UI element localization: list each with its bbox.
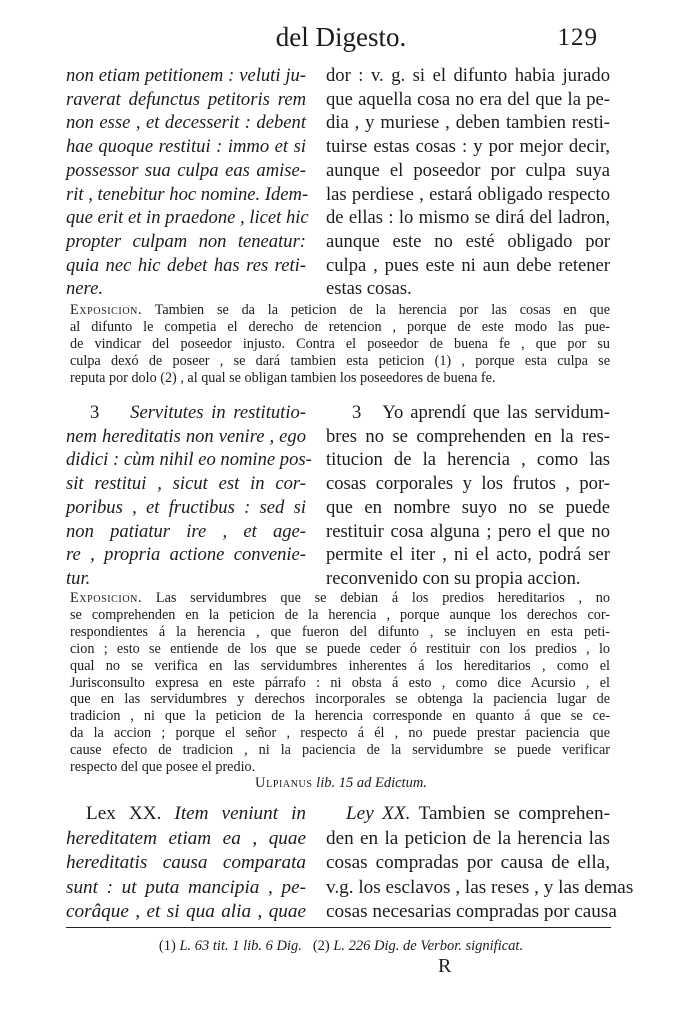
latin-line: non etiam petitionem : veluti ju- <box>66 65 306 86</box>
latin-line <box>66 401 306 425</box>
spanish-line: cosas corporales y los frutos , por- <box>326 473 610 495</box>
latin-line: hae quoque restitui : immo et si <box>66 136 306 158</box>
spanish-line: que aquella cosa no era del que la pe- <box>326 88 610 110</box>
exposicion-text: Las servidumbres que se debian á los predios hereditarios , no <box>142 590 610 606</box>
latin-line: poribus , et fructibus : sed si <box>66 496 306 518</box>
spanish-line: permite el iter , ni el acto, podrá ser <box>326 544 610 566</box>
lex-label: Lex XX. <box>86 803 162 824</box>
spanish-line: dor : v. g. si el difunto habia jurado <box>326 65 610 86</box>
footnotes <box>0 938 682 955</box>
footnote-marker: (2) <box>312 938 330 954</box>
latin-line: quia nec hic debet has res reti- <box>66 254 306 276</box>
spanish-line: cosas compradas por causa de ella, <box>326 852 610 874</box>
footnote-text: L. 63 tit. 1 lib. 6 Dig. <box>175 938 302 954</box>
source-citation <box>0 775 682 792</box>
exposicion-line: de vindicar del poseedor injusto. Contra el poseedor de buena fe , que por su <box>70 335 610 352</box>
latin-line: hereditatem etiam ea , quae <box>66 827 306 849</box>
exposicion-1 <box>70 302 610 387</box>
spanish-line: cosas necesarias compradas por causa <box>326 901 617 923</box>
exposicion-line: culpa dexó de poseer , se dará tambien esta peticion (1) , porque esta culpa se <box>70 352 610 369</box>
spanish-line: v.g. los esclavos , las reses , y las demas <box>326 876 634 898</box>
exposicion-line: que en las servidumbres y derechos incorporales se obtenga la paciencia lugar de <box>70 691 610 708</box>
exposicion-line: qual no se verifica en las servidumbres inherentes á los hereditarios , como el <box>70 657 610 674</box>
latin-line: sunt : ut puta mancipia , pe- <box>66 876 306 898</box>
spanish-line: bres no se comprehenden en la res- <box>326 425 610 447</box>
latin-line: re , propria actione convenie- <box>66 544 306 566</box>
spanish-line: estas cosas. <box>326 278 412 300</box>
spanish-line: aunque este no esté obligado por <box>326 230 610 252</box>
spanish-column <box>326 802 634 925</box>
exposicion-text: Tambien se da la peticion de la herencia por las cosas en que <box>142 302 610 318</box>
latin-line: que erit et in praedone , licet hic <box>66 207 309 229</box>
latin-line: non patiatur ire , et age- <box>66 520 306 542</box>
latin-line: sit restitui , sicut est in cor- <box>66 473 306 495</box>
latin-line: raverat defunctus petitoris rem <box>66 88 306 110</box>
latin-line: nem hereditatis non venire , ego <box>66 425 306 447</box>
spanish-text: Yo aprendí que las servidum- <box>382 402 610 423</box>
latin-column <box>66 64 309 301</box>
latin-column <box>66 802 306 925</box>
latin-column <box>66 401 312 591</box>
latin-line: rit , tenebitur hoc nomine. Idem- <box>66 183 309 205</box>
paragraph-number: 3 <box>90 402 100 423</box>
exposicion-line: al difunto le competia el derecho de retencion , porque de este modo las pue- <box>70 318 610 335</box>
spanish-line: titucion de la herencia , como las <box>326 449 610 471</box>
exposicion-line: respecto del que posee el predio. <box>70 759 256 776</box>
footnote-text: L. 226 Dig. de Verbor. significat. <box>329 938 524 954</box>
spanish-line: que en nombre suyo no se puede <box>326 496 610 518</box>
spanish-line: de ellas : lo mismo se dirá del ladron, <box>326 207 610 229</box>
latin-line: propter culpam non teneatur: <box>66 230 306 252</box>
paragraph-number: 3 <box>352 402 362 423</box>
exposicion-line: da la accion ; porque el señor , respecto á él , no puede prestar paciencia que <box>70 725 610 742</box>
latin-text: Item veniunt in <box>161 803 307 824</box>
spanish-line: las perdiese , estará obligado respecto <box>326 183 610 205</box>
latin-text: Servitutes in restitutio- <box>130 402 306 423</box>
latin-line: corâque , et si qua alia , quae <box>66 901 306 923</box>
spanish-text: Tambien se comprehen- <box>410 803 610 824</box>
exposicion-line: Jurisconsulto expresa en este párrafo : ni obsta á esto , como dice Acursio , el <box>70 674 610 691</box>
spanish-line <box>326 802 610 827</box>
latin-line: hereditatis causa comparata <box>66 852 306 874</box>
signature-mark: R <box>438 955 452 977</box>
exposicion-line <box>70 302 610 319</box>
page-header <box>0 22 682 54</box>
exposicion-line: cion ; esto se entiende de los que se puede ceder ó restituir con los predios , lo <box>70 640 610 657</box>
page-number: 129 <box>557 24 598 51</box>
spanish-line: restituir cosa alguna ; pero el que no <box>326 520 610 542</box>
spanish-line: reconvenido con su propia accion. <box>326 567 581 589</box>
exposicion-line: tradicion , ni que la peticion de la herencia corresponde en quanto á que se ce- <box>70 708 610 725</box>
latin-line: possessor sua culpa eas amise- <box>66 159 306 181</box>
exposicion-line: cause efecto de tradicion , ni la paciencia de la servidumbre se puede verificar <box>70 742 610 759</box>
citation-author: Ulpianus <box>255 775 313 791</box>
exposicion-2 <box>70 590 610 776</box>
spanish-column <box>326 64 610 301</box>
latin-line: nere. <box>66 278 103 300</box>
spanish-line: culpa , pues este ni aun debe retener <box>326 254 610 276</box>
footnote-divider <box>66 927 611 928</box>
spanish-line: den en la peticion de la herencia las <box>326 827 610 849</box>
running-title: del Digesto. <box>275 22 407 52</box>
latin-line: tur. <box>66 567 91 589</box>
spanish-line: aunque el poseedor por culpa suya <box>326 159 610 181</box>
spanish-column <box>326 401 610 591</box>
spanish-line <box>326 401 610 425</box>
exposicion-label: Exposicion. <box>70 302 143 318</box>
ley-label: Ley XX. <box>346 803 411 824</box>
citation-work: lib. 15 ad Edictum. <box>312 775 427 791</box>
exposicion-line: se comprehenden en la peticion de la herencia , porque aunque los derechos cor- <box>70 606 610 623</box>
latin-line: didici : cùm nihil eo nomine pos- <box>66 449 312 471</box>
footnote-marker: (1) <box>158 938 176 954</box>
exposicion-label: Exposicion. <box>70 590 143 606</box>
spanish-line: dia , y muriese , deben tambien resti- <box>326 112 610 134</box>
exposicion-line <box>70 590 610 607</box>
latin-line <box>66 802 306 827</box>
latin-line: non esse , et decesserit : debent <box>66 112 306 134</box>
exposicion-line: respondientes á la herencia , que fueron del difunto , se incluyen en esta peti- <box>70 623 610 640</box>
spanish-line: tuirse estas cosas : y por mejor decir, <box>326 136 610 158</box>
exposicion-line: reputa por dolo (2) , al qual se obligan tambien los poseedores de buena fe. <box>70 369 496 386</box>
